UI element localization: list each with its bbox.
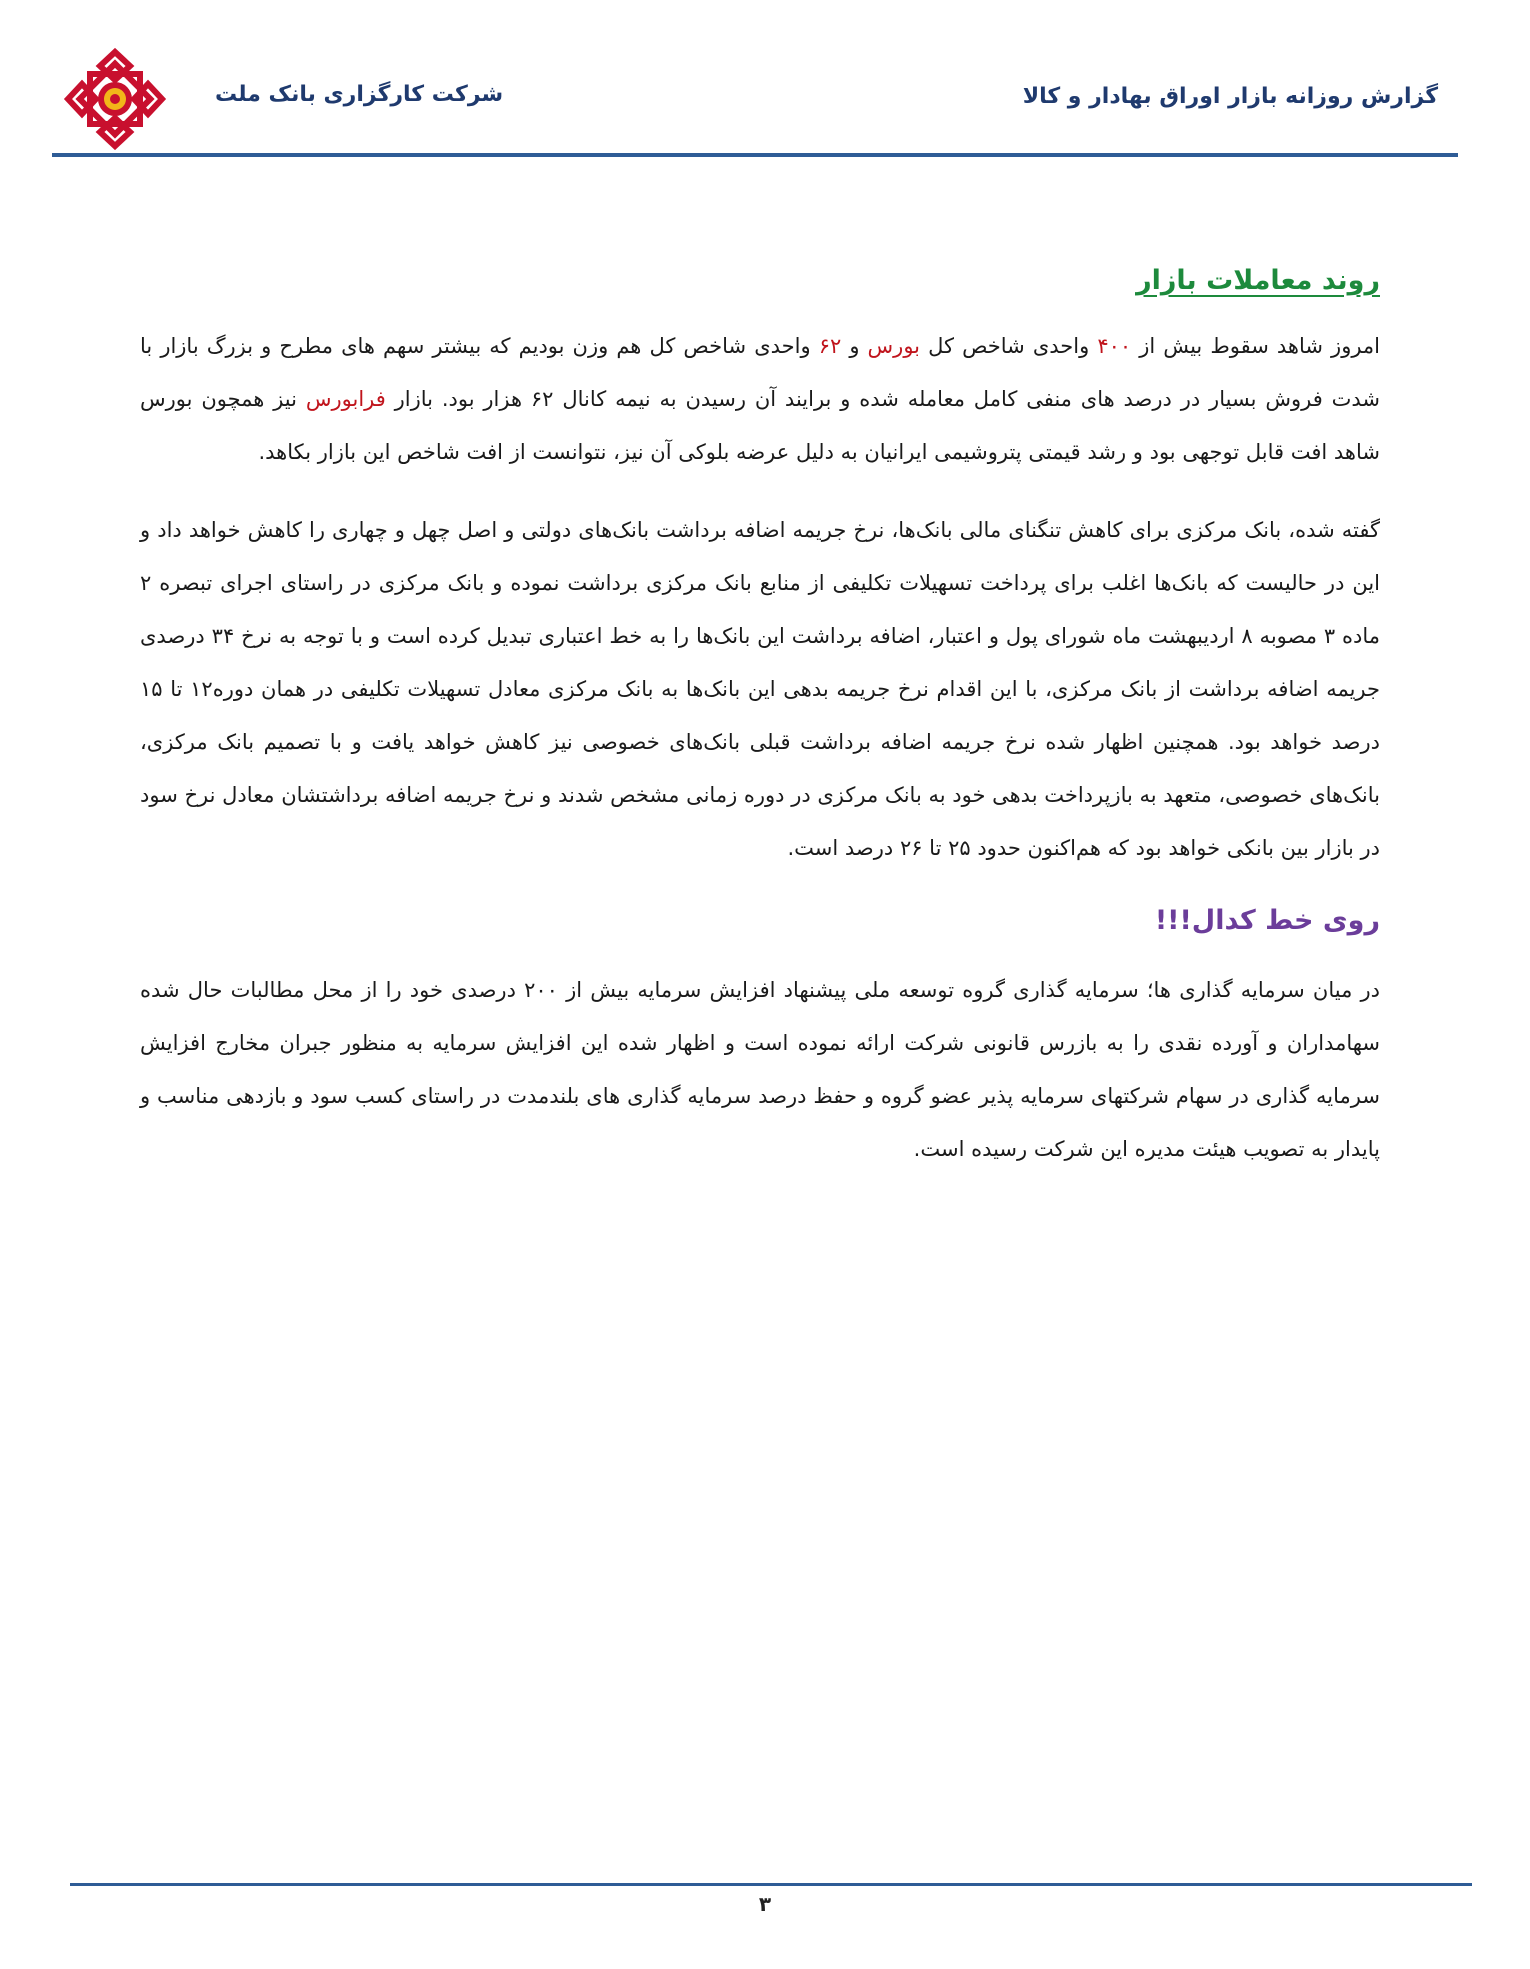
text-run: نیز همچون بورس شاهد افت قابل توجهی بود و رشد قیمتی پتروشیمی ایرانیان به دلیل عرضه بلوکی آن نیز، نتوانست از افت شاخص این بازار بکاهد. xyxy=(140,387,1380,464)
paragraph-market-summary xyxy=(140,320,1380,479)
page-content xyxy=(140,250,1380,1201)
highlight-bourse: بورس xyxy=(867,334,921,358)
text-run: امروز شاهد سقوط بیش از xyxy=(1131,334,1380,358)
highlight-number-400: ۴۰۰ xyxy=(1097,334,1132,358)
text-run: واحدی شاخص کل هم وزن بودیم که بیشتر سهم های مطرح و بزرگ بازار با شدت فروش بسیار در درصد های منفی کامل معامله شده و برایند آن رسیدن به نیمه کانال ۶۲ هزار بود. بازار xyxy=(140,334,1381,411)
section-heading-codal: روی خط کدال!!! xyxy=(1154,905,1380,936)
footer-divider xyxy=(70,1883,1472,1886)
text-run: و xyxy=(841,334,868,358)
paragraph-capital-increase: در میان سرمایه گذاری ها؛ سرمایه گذاری گروه توسعه ملی پیشنهاد افزایش سرمایه بیش از ۲۰۰ درصدی خود را از محل مطالبات حال شده سهامداران و آورده نقدی را به بازرس قانونی شرکت ارائه نموده است و اظهار شده این افزایش سرمایه به منظور جبران مخارج افزایش سرمایه گذاری در سهام شرکتهای سرمایه پذیر عضو گروه و حفظ درصد سرمایه گذاری های بلندمدت در راستای کسب سود و بازدهی مناسب و پایدار به تصویب هیئت مدیره این شرکت رسیده است. xyxy=(140,978,1380,1161)
header-divider xyxy=(52,153,1458,157)
report-title: گزارش روزانه بازار اوراق بهادار و کالا xyxy=(1022,84,1438,109)
section-heading-market-trend: روند معاملات بازار xyxy=(1136,265,1380,296)
paragraph-central-bank: گفته شده، بانک مرکزی برای کاهش تنگنای مالی بانک‌ها، نرخ جریمه اضافه برداشت بانک‌های دولتی و اصل چهل و چهاری را کاهش خواهد داد و این در حالیست که بانک‌ها اغلب برای پرداخت تسهیلات تکلیفی از منابع بانک مرکزی برداشت نموده و بانک مرکزی در راستای اجرای تبصره ۲ ماده ۳ مصوبه ۸ اردیبهشت ماه شورای پول و اعتبار، اضافه برداشت این بانک‌ها را به خط اعتباری تبدیل کرده است و با توجه به نرخ ۳۴ درصدی جریمه اضافه برداشت از بانک مرکزی، با این اقدام نرخ جریمه بدهی این بانک‌ها به بانک مرکزی معادل تسهیلات تکلیفی در همان دوره۱۲ تا ۱۵ درصد خواهد بود. همچنین اظهار شده نرخ جریمه اضافه برداشت قبلی بانک‌های خصوصی نیز کاهش خواهد یافت و با تصمیم بانک مرکزی، بانک‌های خصوصی، متعهد به بازپرداخت بدهی خود به بانک مرکزی در دوره زمانی مشخص شدند و نرخ جریمه اضافه برداشتشان معادل نرخ سود در بازار بین بانکی خواهد بود که هم‌اکنون حدود ۲۵ تا ۲۶ درصد است. xyxy=(140,518,1381,860)
page-number: ۳ xyxy=(758,1892,772,1916)
company-name: شرکت کارگزاری بانک ملت xyxy=(215,82,504,107)
highlight-number-62: ۶۲ xyxy=(818,334,842,358)
highlight-farabourse: فرابورس xyxy=(305,387,386,411)
page-header xyxy=(0,0,1530,160)
text-run: واحدی شاخص کل xyxy=(920,334,1098,358)
bank-mellat-logo-icon xyxy=(60,44,170,154)
